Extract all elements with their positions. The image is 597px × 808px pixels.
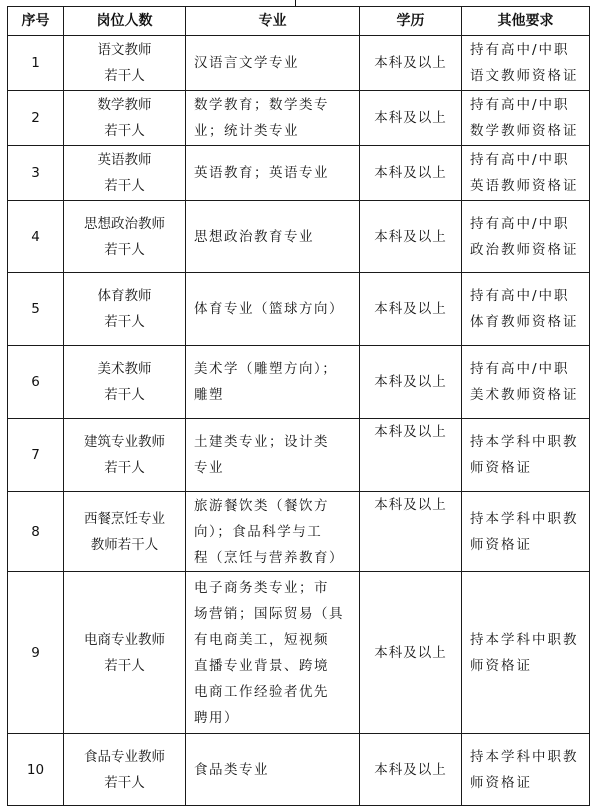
table-row: [8, 492, 590, 572]
table-row: [8, 146, 590, 201]
header-requirements: 其他要求: [462, 7, 590, 36]
header-position: 岗位人数: [64, 7, 186, 36]
table-row: [8, 91, 590, 146]
cell-position: 数学教师 若干人: [64, 91, 186, 146]
cell-num: 4: [8, 201, 64, 273]
cell-major: 思想政治教育专业: [186, 201, 360, 273]
cell-position: 电商专业教师 若干人: [64, 572, 186, 734]
table-row: [8, 572, 590, 734]
cell-position: 英语教师 若干人: [64, 146, 186, 201]
cell-requirements: 持有高中/中职 数学教师资格证: [462, 91, 590, 146]
cell-education: 本科及以上: [360, 346, 462, 419]
cell-major: 英语教育；英语专业: [186, 146, 360, 201]
header-education: 学历: [360, 7, 462, 36]
cell-requirements: 持本学科中职教 师资格证: [462, 419, 590, 492]
cell-education: 本科及以上: [360, 734, 462, 806]
cell-requirements: 持有高中/中职 美术教师资格证: [462, 346, 590, 419]
recruitment-table: [7, 6, 590, 806]
cell-position: 建筑专业教师 若干人: [64, 419, 186, 492]
cell-requirements: 持有高中/中职 英语教师资格证: [462, 146, 590, 201]
cell-num: 7: [8, 419, 64, 492]
cell-major: 美术学（雕塑方向）； 雕塑: [186, 346, 360, 419]
cell-num: 9: [8, 572, 64, 734]
cell-position: 西餐烹饪专业 教师若干人: [64, 492, 186, 572]
cell-requirements: 持本学科中职教 师资格证: [462, 492, 590, 572]
cell-major: 旅游餐饮类（餐饮方 向）；食品科学与工 程（烹饪与营养教育）: [186, 492, 360, 572]
cell-position: 语文教师 若干人: [64, 36, 186, 91]
header-row: [8, 7, 590, 36]
cell-position: 体育教师 若干人: [64, 273, 186, 346]
cell-requirements: 持本学科中职教 师资格证: [462, 572, 590, 734]
table-row: [8, 273, 590, 346]
cell-position: 食品专业教师 若干人: [64, 734, 186, 806]
cell-education: 本科及以上: [360, 419, 462, 492]
header-num: 序号: [8, 7, 64, 36]
cell-position: 美术教师 若干人: [64, 346, 186, 419]
cell-education: 本科及以上: [360, 201, 462, 273]
cell-education: 本科及以上: [360, 36, 462, 91]
cell-num: 5: [8, 273, 64, 346]
table-row: [8, 201, 590, 273]
cell-num: 6: [8, 346, 64, 419]
table-row: [8, 419, 590, 492]
cell-num: 1: [8, 36, 64, 91]
cell-requirements: 持本学科中职教 师资格证: [462, 734, 590, 806]
table-row: [8, 36, 590, 91]
cell-num: 3: [8, 146, 64, 201]
cell-education: 本科及以上: [360, 492, 462, 572]
cell-major: 土建类专业；设计类 专业: [186, 419, 360, 492]
cell-num: 8: [8, 492, 64, 572]
cell-major: 数学教育；数学类专 业；统计类专业: [186, 91, 360, 146]
cell-requirements: 持有高中/中职 体育教师资格证: [462, 273, 590, 346]
table-row: [8, 734, 590, 806]
cell-education: 本科及以上: [360, 146, 462, 201]
table-row: [8, 346, 590, 419]
header-major: 专业: [186, 7, 360, 36]
cell-num: 10: [8, 734, 64, 806]
cell-education: 本科及以上: [360, 273, 462, 346]
cell-major: 电子商务类专业；市 场营销；国际贸易（具 有电商美工，短视频 直播专业背景、跨境 电商工作经验者优先 聘用）: [186, 572, 360, 734]
cell-requirements: 持有高中/中职 语文教师资格证: [462, 36, 590, 91]
cell-requirements: 持有高中/中职 政治教师资格证: [462, 201, 590, 273]
cell-major: 食品类专业: [186, 734, 360, 806]
cell-education: 本科及以上: [360, 572, 462, 734]
cell-num: 2: [8, 91, 64, 146]
cell-major: 汉语言文学专业: [186, 36, 360, 91]
cell-education: 本科及以上: [360, 91, 462, 146]
cell-position: 思想政治教师 若干人: [64, 201, 186, 273]
cell-major: 体育专业（篮球方向）: [186, 273, 360, 346]
